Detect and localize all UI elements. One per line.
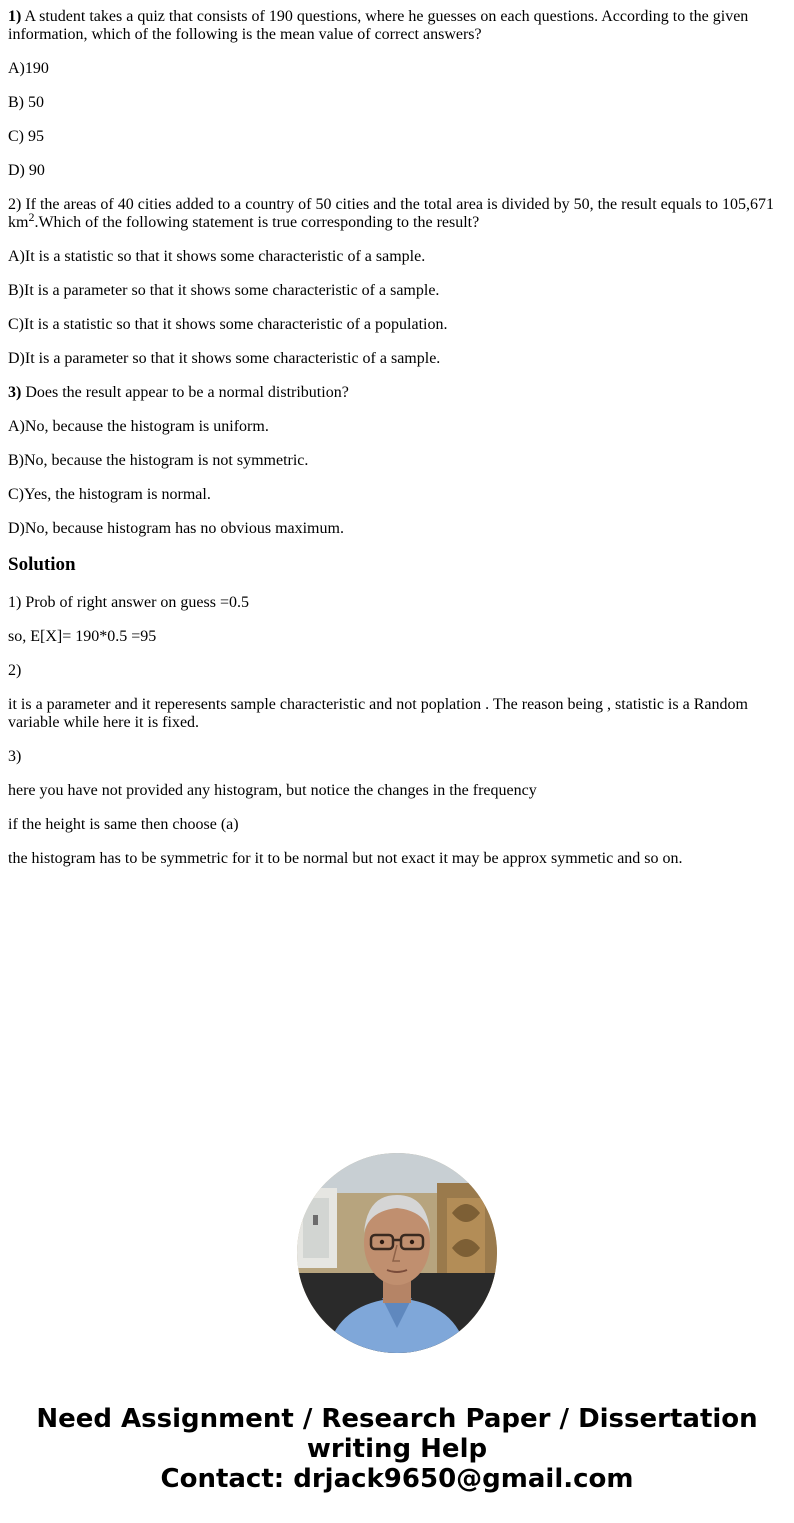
solution-line: the histogram has to be symmetric for it to be normal but not exact it may be approx symmetic and so on. [8, 850, 683, 867]
question-3-option-a: A)No, because the histogram is uniform. [8, 418, 269, 435]
question-3-text: Does the result appear to be a normal distribution? [21, 384, 349, 401]
question-2-option-b: B)It is a parameter so that it shows some characteristic of a sample. [8, 282, 440, 299]
question-1-option-a: A)190 [8, 60, 49, 77]
solution-line: here you have not provided any histogram, but notice the changes in the frequency [8, 782, 537, 799]
promo-line: Need Assignment / Research Paper / Dissertation [36, 1404, 758, 1434]
question-2-text-cont: .Which of the following statement is true corresponding to the result? [34, 214, 480, 231]
solution-heading: Solution [8, 554, 76, 575]
promo-contact: Contact: drjack9650@gmail.com [160, 1464, 634, 1494]
question-3-option-c: C)Yes, the histogram is normal. [8, 486, 211, 503]
solution-line: 3) [8, 748, 22, 765]
question-1 [8, 8, 786, 44]
question-1-text: A student takes a quiz that consists of 190 questions, where he guesses on each questions. According to the given information, which of the following is the mean value of correct answers? [8, 8, 749, 43]
question-1-option-d: D) 90 [8, 162, 45, 179]
question-1-number: 1) [8, 8, 22, 25]
tutor-photo-illustration [297, 1153, 497, 1353]
question-2-option-c: C)It is a statistic so that it shows some characteristic of a population. [8, 316, 448, 333]
solution-line: it is a parameter and it reperesents sample characteristic and not poplation . The reason being , statistic is a Random variable while here it is fixed. [8, 696, 748, 731]
question-2-option-a: A)It is a statistic so that it shows some characteristic of a sample. [8, 248, 426, 265]
tutor-photo [297, 1153, 497, 1353]
question-3-option-b: B)No, because the histogram is not symmetric. [8, 452, 309, 469]
solution-line: 1) Prob of right answer on guess =0.5 [8, 594, 249, 611]
question-2-option-d: D)It is a parameter so that it shows some characteristic of a sample. [8, 350, 441, 367]
question-1-option-c: C) 95 [8, 128, 44, 145]
promo-banner [0, 1404, 794, 1494]
question-2-superscript: 2 [28, 210, 35, 224]
question-3-option-d: D)No, because histogram has no obvious maximum. [8, 520, 344, 537]
question-2 [8, 196, 786, 232]
question-3-number: 3) [8, 384, 22, 401]
promo-line: writing Help [306, 1434, 488, 1464]
solution-line: 2) [8, 662, 22, 679]
solution-line: so, E[X]= 190*0.5 =95 [8, 628, 157, 645]
question-2-text: 2) If the areas of 40 cities added to a country of 50 cities and the total area is divided by 50, the result equals to 105,671 km [8, 196, 774, 231]
question-1-option-b: B) 50 [8, 94, 44, 111]
question-3 [8, 384, 786, 402]
solution-line: if the height is same then choose (a) [8, 816, 239, 833]
